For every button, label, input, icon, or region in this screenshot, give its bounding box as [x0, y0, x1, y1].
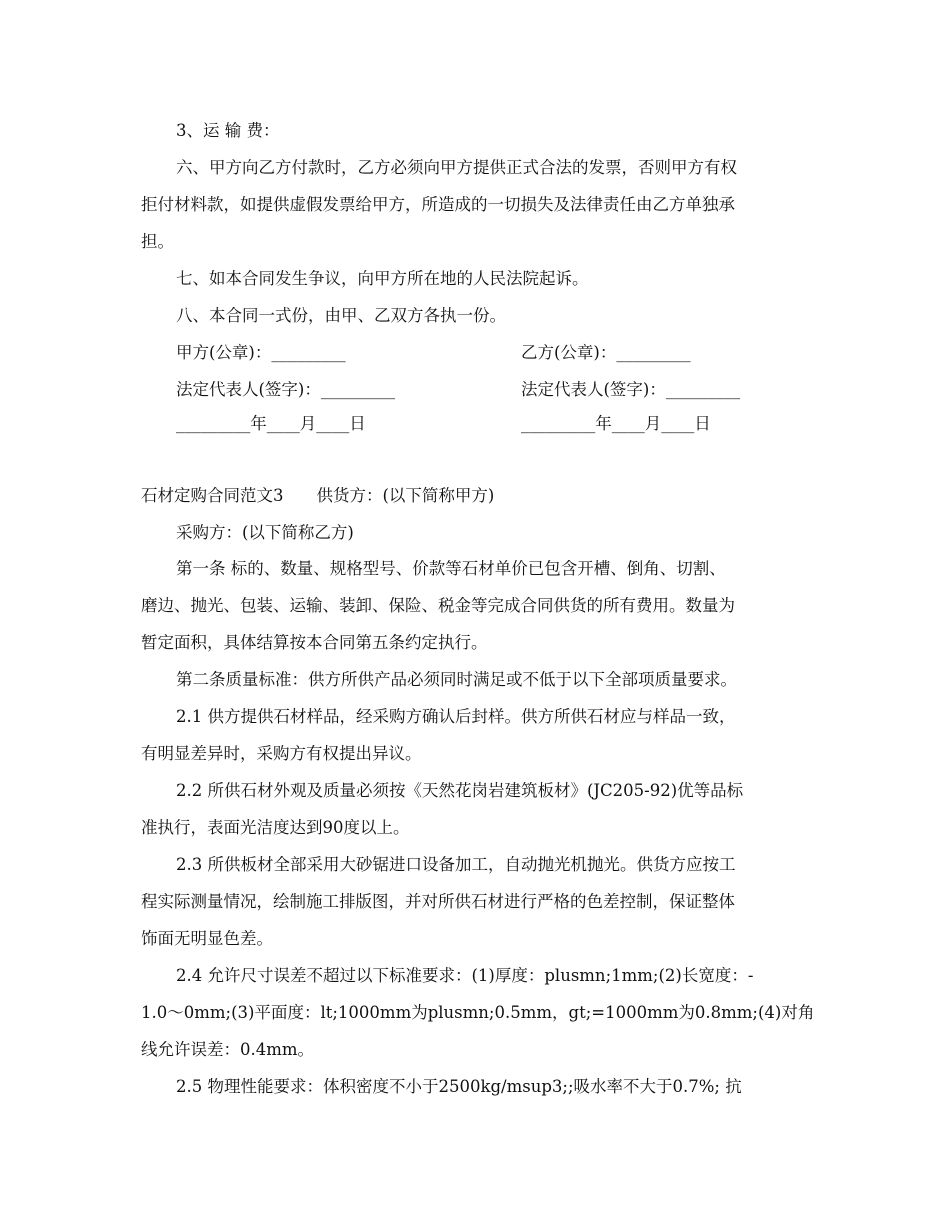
paragraph-line: 第二条质量标准：供方所供产品必须同时满足或不低于以下全部项质量要求。	[176, 670, 737, 689]
paragraph-line: 1.0～0mm;(3)平面度：lt;1000mm为plusmn;0.5mm，gt;=1000mm为0.8mm;(4)对角	[141, 1003, 815, 1022]
paragraph-line: 程实际测量情况，绘制施工排版图，并对所供石材进行严格的色差控制，保证整体	[141, 892, 735, 911]
paragraph-line: 第一条 标的、数量、规格型号、价款等石材单价已包含开槽、倒角、切割、	[176, 559, 726, 578]
paragraph-line: 2.2 所供石材外观及质量必须按《天然花岗岩建筑板材》(JC205-92)优等品标	[176, 781, 744, 800]
paragraph-line: 暂定面积，具体结算按本合同第五条约定执行。	[141, 633, 488, 652]
paragraph-line: 拒付材料款，如提供虚假发票给甲方，所造成的一切损失及法律责任由乙方单独承	[141, 195, 735, 214]
buyer-line: 采购方：(以下简称乙方)	[176, 523, 354, 542]
paragraph-line: 2.1 供方提供石材样品，经采购方确认后封样。供方所供石材应与样品一致，	[176, 707, 736, 726]
paragraph-line: 磨边、抛光、包装、运输、装卸、保险、税金等完成合同供货的所有费用。数量为	[141, 596, 735, 615]
paragraph-line: 担。	[141, 232, 174, 251]
paragraph-line: 2.3 所供板材全部采用大砂锯进口设备加工，自动抛光机抛光。供货方应按工	[176, 855, 736, 874]
paragraph-line: 3、运 输 费：	[176, 121, 280, 140]
signature-date-row	[176, 413, 816, 435]
party-b-representative: 法定代表人(签字)：_________	[521, 380, 741, 399]
paragraph-line: 六、甲方向乙方付款时，乙方必须向甲方提供正式合法的发票，否则甲方有权	[176, 158, 737, 177]
party-a-seal: 甲方(公章)：_________	[176, 343, 346, 362]
party-b-seal: 乙方(公章)：_________	[521, 343, 691, 362]
signature-rep-row	[176, 379, 816, 401]
paragraph-line: 2.4 允许尺寸误差不超过以下标准要求：(1)厚度：plusmn;1mm;(2)长宽度：-	[176, 966, 754, 985]
party-a-representative: 法定代表人(签字)：_________	[176, 380, 396, 399]
paragraph-line: 准执行，表面光洁度达到90度以上。	[141, 818, 410, 837]
signature-seal-row	[176, 342, 816, 364]
paragraph-line: 八、本合同一式份，由甲、乙双方各执一份。	[176, 306, 506, 325]
paragraph-line: 有明显差异时，采购方有权提出异议。	[141, 744, 422, 763]
paragraph-line: 饰面无明显色差。	[141, 929, 273, 948]
party-b-date: _________年____月____日	[521, 414, 711, 433]
paragraph-line: 七、如本合同发生争议，向甲方所在地的人民法院起诉。	[176, 269, 589, 288]
paragraph-line: 线允许误差：0.4mm。	[141, 1040, 315, 1059]
party-a-date: _________年____月____日	[176, 414, 366, 433]
paragraph-line: 2.5 物理性能要求：体积密度不小于2500kg/msup3;;吸水率不大于0.7%; 抗	[176, 1077, 742, 1096]
section-heading: 石材定购合同范文3 供货方：(以下简称甲方)	[141, 486, 495, 505]
